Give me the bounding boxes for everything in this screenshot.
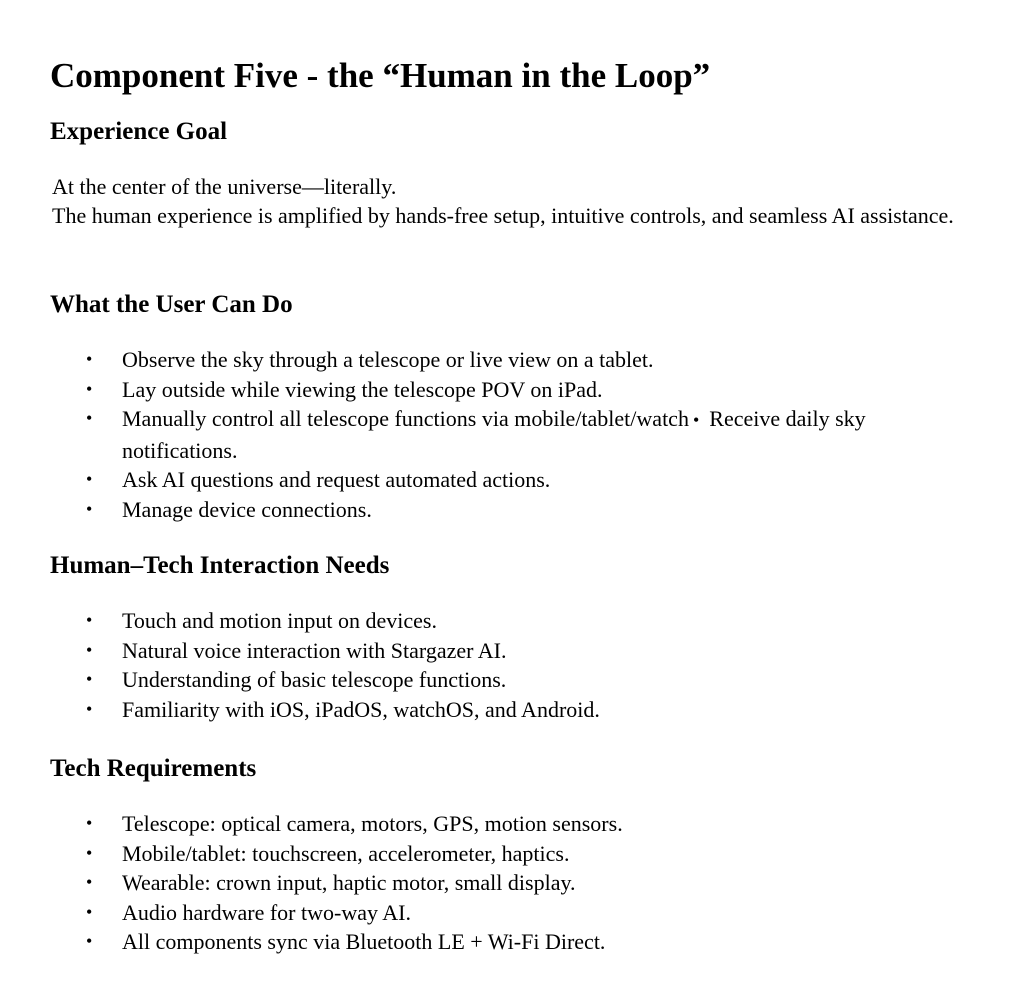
list-item: • Ask AI questions and request automated actions. (0, 465, 962, 495)
list-item: • Manage device connections. (0, 495, 962, 525)
experience-goal-line-1: At the center of the universe—literally. (52, 174, 397, 199)
list-item: • Manually control all telescope functions via mobile/tablet/watch • Receive daily sky notifications. (86, 406, 866, 463)
bullet-icon: • (86, 378, 93, 399)
list-item: • Observe the sky through a telescope or live view on a tablet. (0, 345, 962, 375)
list-item: • Familiarity with iOS, iPadOS, watchOS, and Android. (0, 695, 962, 725)
interaction-needs-heading: Human–Tech Interaction Needs (50, 552, 390, 579)
list-item: • Mobile/tablet: touchscreen, accelerometer, haptics. (0, 839, 962, 869)
list-item: • Telescope: optical camera, motors, GPS, motion sensors. (0, 809, 962, 839)
bullet-icon: • (86, 813, 93, 833)
list-item: • Wearable: crown input, haptic motor, small display. (0, 868, 962, 898)
bullet-icon: • (86, 669, 93, 689)
list-item: • Touch and motion input on devices. (0, 606, 962, 636)
what-user-can-do-list (0, 345, 1000, 524)
experience-goal-heading: Experience Goal (50, 118, 228, 145)
list-item: • Lay outside while viewing the telescope POV on iPad. (0, 375, 962, 405)
list-item: • Understanding of basic telescope functions. (0, 665, 962, 695)
bullet-icon: • (86, 872, 93, 892)
bullet-icon: • (86, 469, 93, 489)
bullet-icon: • (86, 842, 93, 863)
experience-goal-line-2: The human experience is amplified by hands-free setup, intuitive controls, and seamless AI assistance. (52, 203, 954, 228)
bullet-icon: • (86, 610, 93, 630)
bullet-icon: • (86, 498, 93, 519)
bullet-icon: • (86, 349, 93, 369)
tech-requirements-list (0, 809, 1000, 957)
what-user-can-do-heading: What the User Can Do (50, 291, 293, 318)
bullet-icon: • (86, 639, 93, 660)
list-item: • Natural voice interaction with Stargazer AI. (0, 636, 962, 666)
bullet-icon: • (86, 408, 93, 428)
bullet-icon: • (86, 931, 93, 951)
list-item: • Audio hardware for two-way AI. (0, 898, 962, 928)
page-title: Component Five - the “Human in the Loop” (50, 56, 711, 95)
bullet-icon: • (86, 698, 93, 719)
interaction-needs-list (0, 606, 1000, 724)
experience-goal-text (52, 172, 992, 230)
list-item: • All components sync via Bluetooth LE + Wi-Fi Direct. (0, 927, 962, 957)
tech-requirements-heading: Tech Requirements (50, 755, 257, 782)
bullet-icon: • (86, 901, 93, 922)
bullet-icon: • (692, 410, 700, 430)
